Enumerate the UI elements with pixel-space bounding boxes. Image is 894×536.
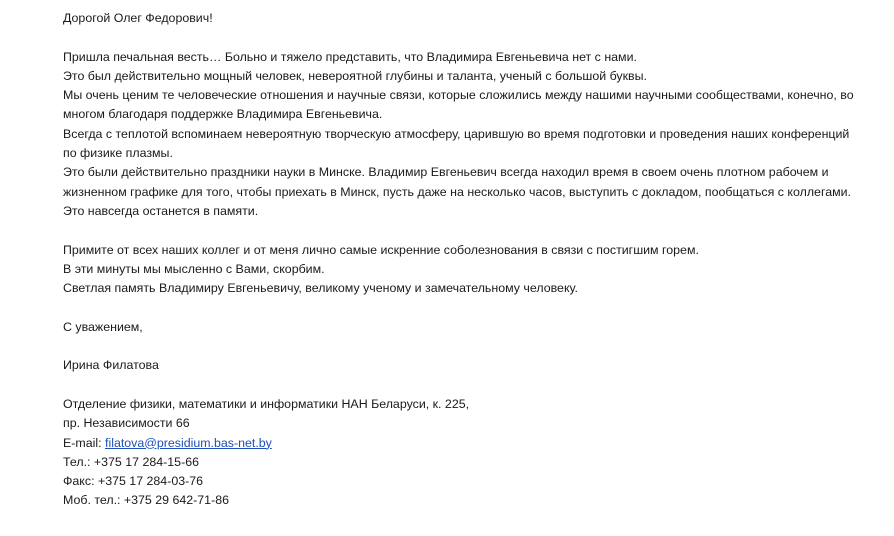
contact-phone: Тел.: +375 17 284-15-66 <box>63 454 199 469</box>
paragraph-line: Это был действительно мощный человек, невероятной глубины и таланта, ученый с большой буквы. <box>63 68 647 83</box>
condolence-line: В эти минуты мы мысленно с Вами, скорбим. <box>63 261 325 276</box>
email-link[interactable]: filatova@presidium.bas-net.by <box>105 435 272 450</box>
condolence-line: Светлая память Владимиру Евгеньевичу, великому ученому и замечательному человеку. <box>63 281 578 296</box>
greeting: Дорогой Олег Федорович! <box>63 11 213 25</box>
paragraph-line: многом благодаря поддержке Владимира Евгеньевича. <box>63 107 383 122</box>
signature-name: Ирина Филатова <box>63 358 159 373</box>
paragraph-line: Пришла печальная весть… Больно и тяжело представить, что Владимира Евгеньевича нет с нами. <box>63 49 637 64</box>
spacer <box>63 337 883 356</box>
spacer <box>63 376 883 395</box>
closing: С уважением, <box>63 319 143 334</box>
paragraph-line: Всегда с теплотой вспоминаем невероятную творческую атмосферу, царившую во время подготовки и проведения наших конференций <box>63 126 850 141</box>
spacer <box>63 298 883 317</box>
contact-address: пр. Независимости 66 <box>63 416 190 431</box>
spacer <box>63 28 883 47</box>
condolence-line: Примите от всех наших коллег и от меня лично самые искренние соболезнования в связи с постигшим горем. <box>63 242 699 257</box>
paragraph-line: Это были действительно праздники науки в Минске. Владимир Евгеньевич всегда находил время в своем очень плотном рабочем и <box>63 165 829 180</box>
contact-org: Отделение физики, математики и информатики НАН Беларуси, к. 225, <box>63 396 470 411</box>
email-letter-body <box>63 9 883 511</box>
contact-mobile: Моб. тел.: +375 29 642-71-86 <box>63 493 229 508</box>
paragraph-line: по физике плазмы. <box>63 146 173 161</box>
contact-fax: Факс: +375 17 284-03-76 <box>63 474 204 489</box>
paragraph-line: Это навсегда останется в памяти. <box>63 203 259 218</box>
email-label: E-mail: <box>63 435 105 450</box>
spacer <box>63 221 883 240</box>
paragraph-line: Мы очень ценим те человеческие отношения и научные связи, которые сложились между нашими научными сообществами, конечно, во <box>63 88 854 103</box>
paragraph-line: жизненном графике для того, чтобы приехать в Минск, пусть даже на несколько часов, выступить с докладом, пообщаться с коллегами. <box>63 184 851 199</box>
contact-email-row <box>63 434 883 453</box>
